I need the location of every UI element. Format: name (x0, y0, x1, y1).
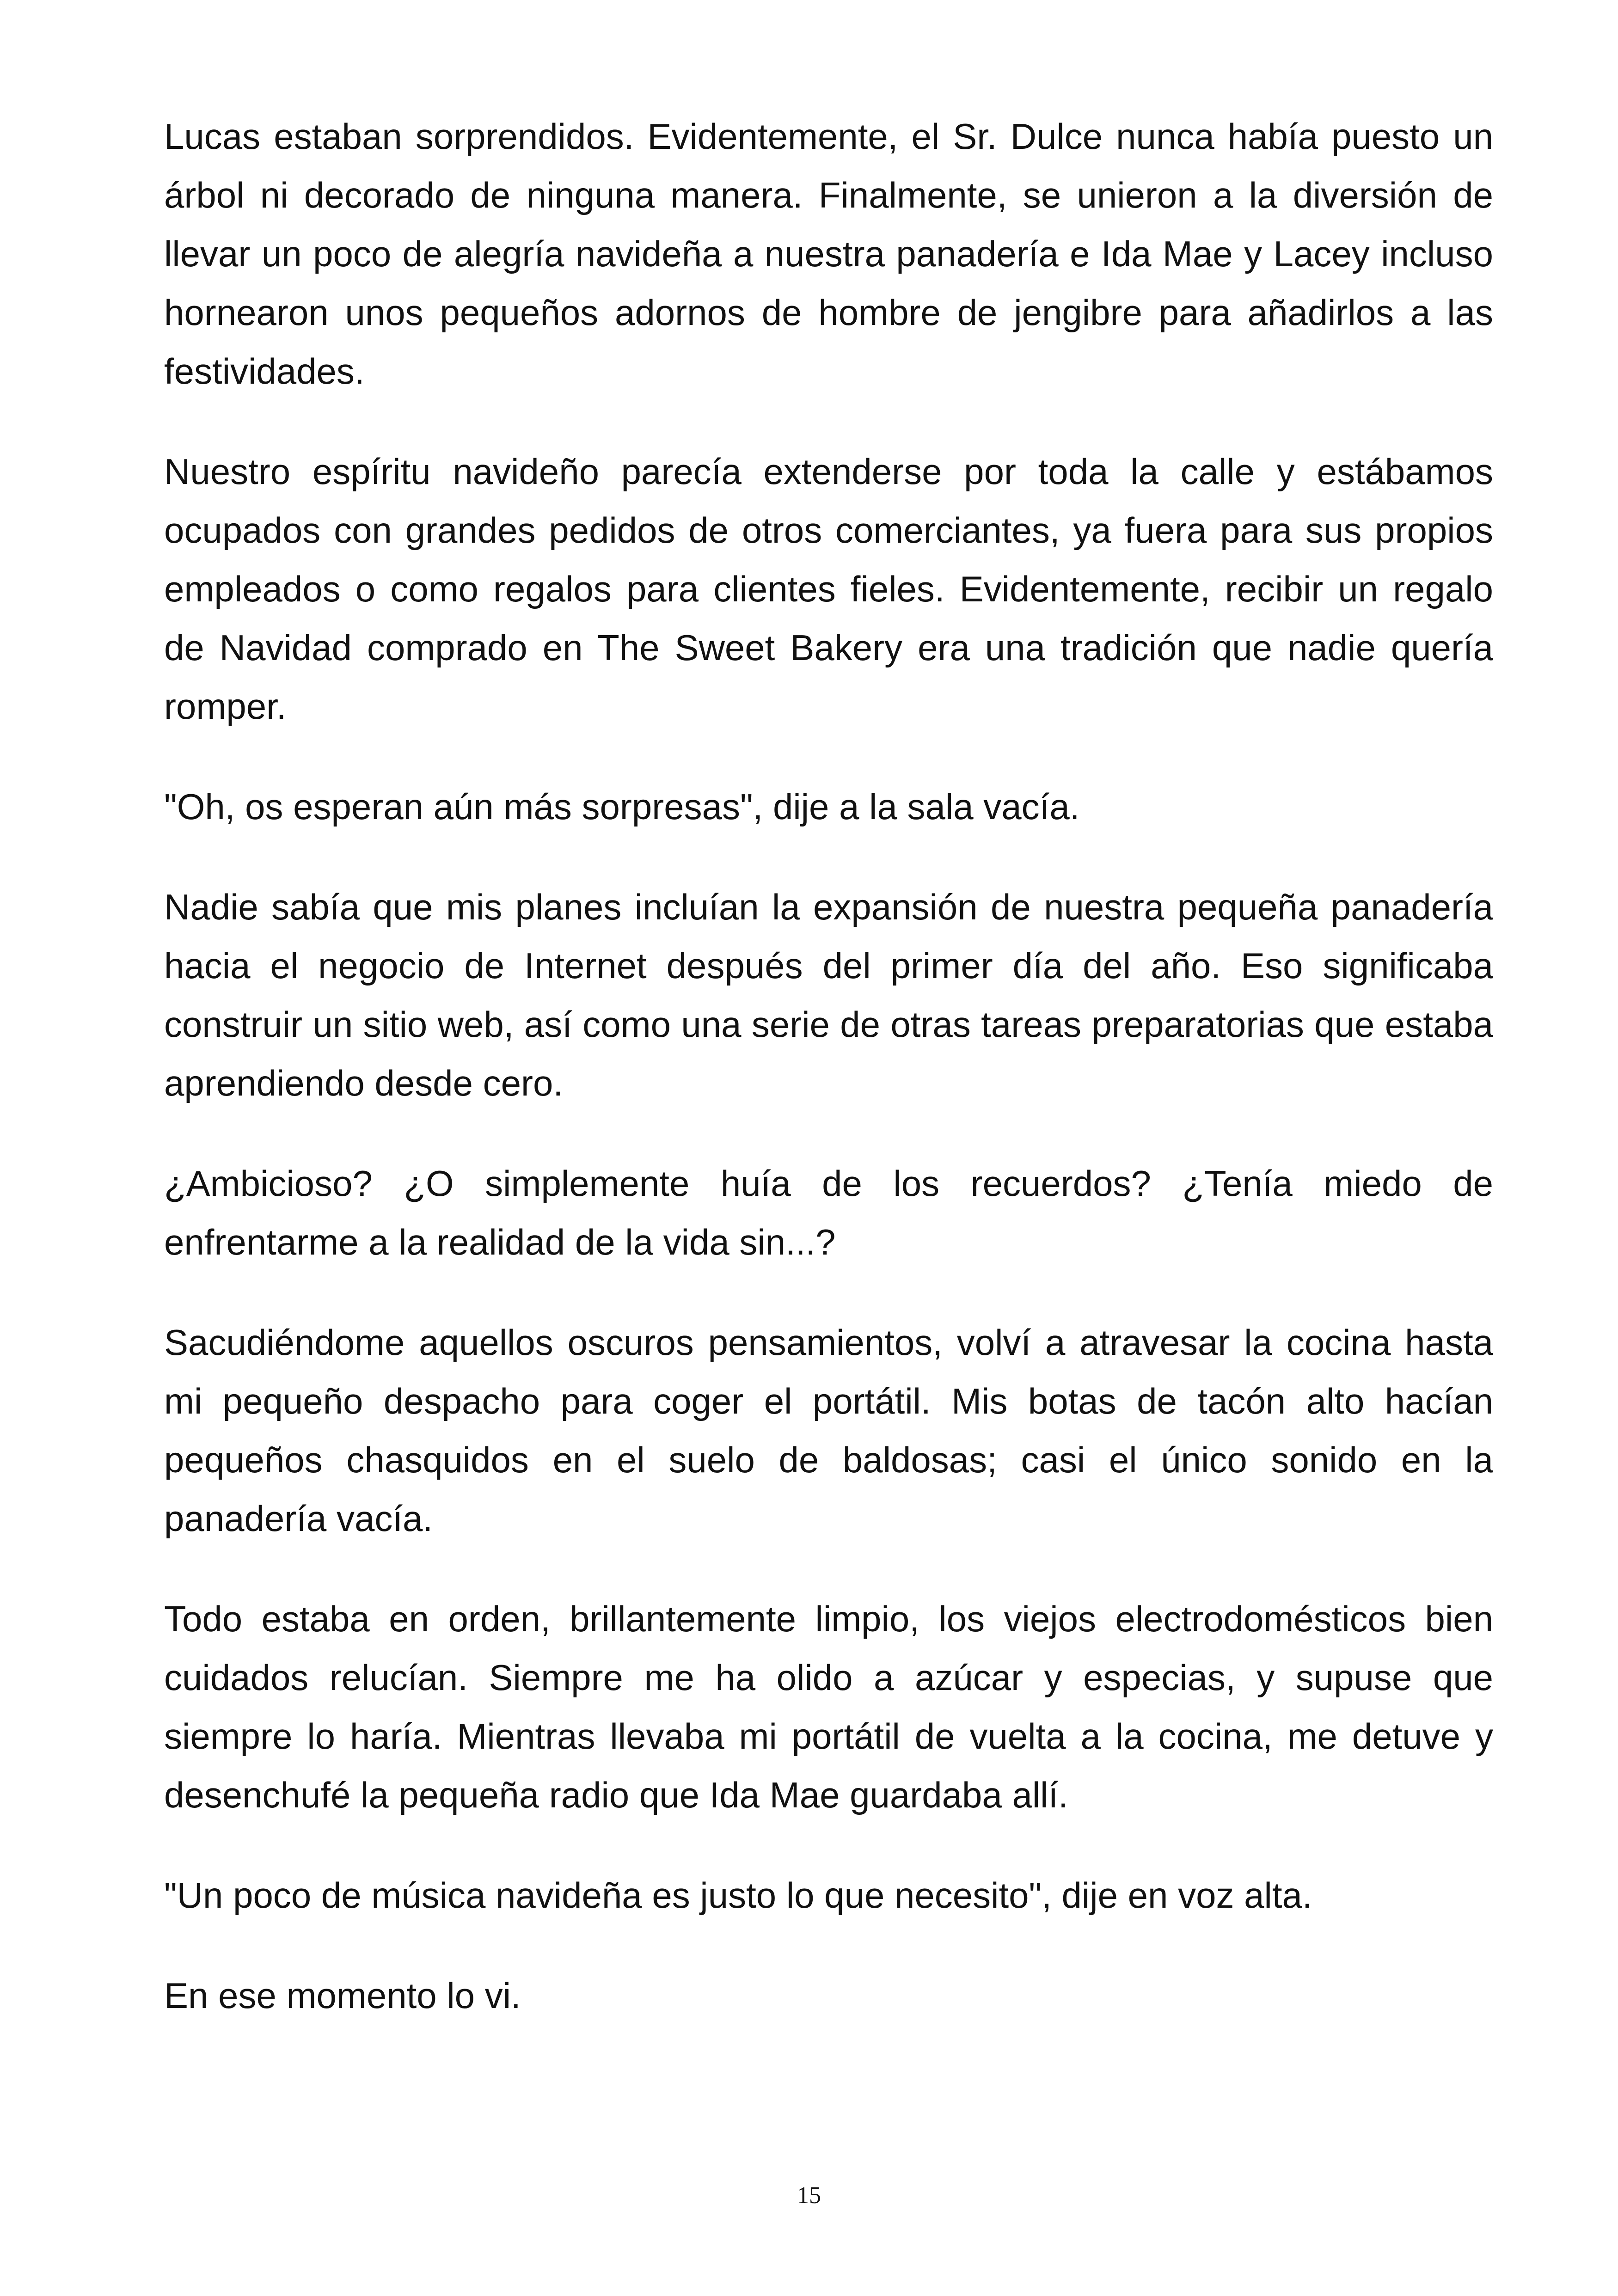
body-text (164, 107, 1493, 2025)
paragraph: En ese momento lo vi. (164, 1975, 521, 2016)
page-number: 15 (797, 2182, 821, 2209)
paragraph: ¿Ambicioso? ¿O simplemente huía de los recuerdos? ¿Tenía miedo de enfrentarme a la realidad de la vida sin...? (164, 1163, 1493, 1262)
paragraph: Todo estaba en orden, brillantemente limpio, los viejos electrodomésticos bien cuidados relucían. Siempre me ha olido a azúcar y especias, y supuse que siempre lo haría. Mientras llevaba mi portátil de vuelta a la cocina, me detuve y desenchufé la pequeña radio que Ida Mae guardaba allí. (164, 1598, 1493, 1815)
paragraph: Sacudiéndome aquellos oscuros pensamientos, volví a atravesar la cocina hasta mi pequeño despacho para coger el portátil. Mis botas de tacón alto hacían pequeños chasquidos en el suelo de baldosas; casi el único sonido en la panadería vacía. (164, 1322, 1493, 1539)
paragraph: Nuestro espíritu navideño parecía extenderse por toda la calle y estábamos ocupados con grandes pedidos de otros comerciantes, ya fuera para sus propios empleados o como regalos para clientes fieles. Evidentemente, recibir un regalo de Navidad comprado en The Sweet Bakery era una tradición que nadie quería romper. (164, 451, 1493, 727)
paragraph: "Oh, os esperan aún más sorpresas", dije a la sala vacía. (164, 786, 1080, 827)
paragraph: Nadie sabía que mis planes incluían la expansión de nuestra pequeña panadería hacia el negocio de Internet después del primer día del año. Eso significaba construir un sitio web, así como una serie de otras tareas preparatorias que estaba aprendiendo desde cero. (164, 887, 1493, 1103)
paragraph: Lucas estaban sorprendidos. Evidentemente, el Sr. Dulce nunca había puesto un árbol ni decorado de ninguna manera. Finalmente, se unieron a la diversión de llevar un poco de alegría navideña a nuestra panadería e Ida Mae y Lacey incluso hornearon unos pequeños adornos de hombre de jengibre para añadirlos a las festividades. (164, 116, 1493, 392)
paragraph: "Un poco de música navideña es justo lo que necesito", dije en voz alta. (164, 1875, 1312, 1916)
